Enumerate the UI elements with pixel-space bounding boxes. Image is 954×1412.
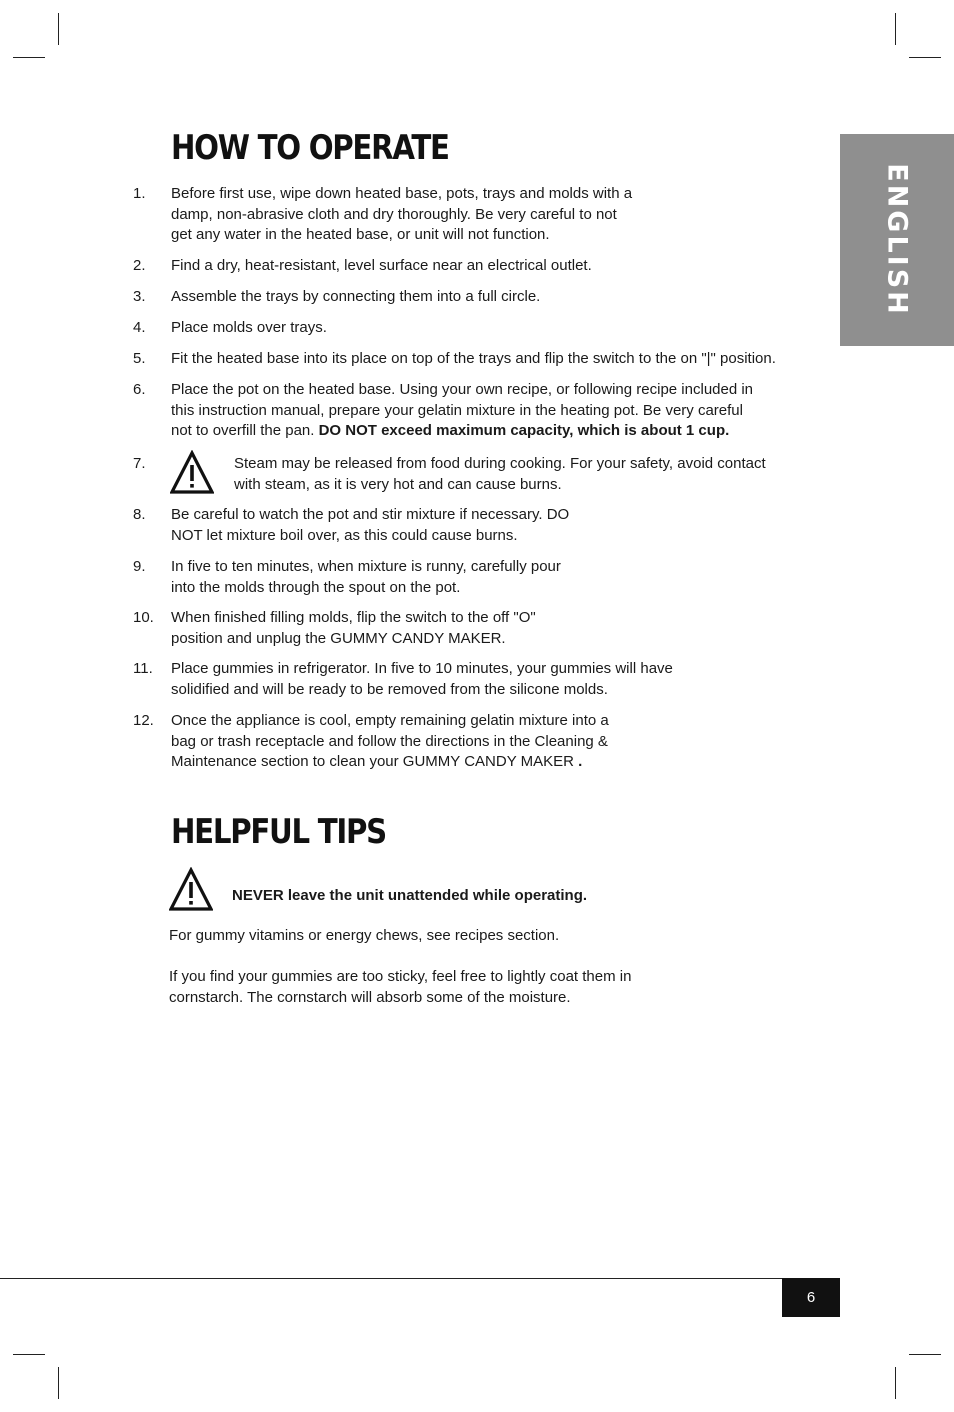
crop-mark	[13, 1354, 45, 1355]
step-line: this instruction manual, prepare your gelatin mixture in the heating pot. Be very careful	[171, 401, 743, 419]
step-number: 7.	[133, 455, 146, 472]
helpful-tips-heading: HELPFUL TIPS	[171, 812, 386, 852]
step-text: Maintenance section to clean your GUMMY CANDY MAKER	[171, 753, 579, 770]
step-line: damp, non-abrasive cloth and dry thoroughly. Be very careful to not	[171, 205, 617, 223]
step-number: 5.	[133, 350, 146, 367]
step-line: Place gummies in refrigerator. In five to 10 minutes, your gummies will have	[171, 660, 673, 677]
warning-triangle-icon	[170, 450, 214, 494]
step-line: Steam may be released from food during cooking. For your safety, avoid contact	[234, 455, 766, 472]
step-line: get any water in the heated base, or unit will not function.	[171, 226, 550, 243]
tip-line: If you find your gummies are too sticky, feel free to lightly coat them in	[169, 968, 632, 985]
step-number: 12.	[133, 712, 154, 729]
step-line: Be careful to watch the pot and stir mixture if necessary. DO	[171, 506, 570, 523]
step-line: When finished filling molds, flip the switch to the off "O"	[171, 609, 536, 626]
step-number: 1.	[133, 185, 146, 202]
step-line: NOT let mixture boil over, as this could cause burns.	[171, 526, 518, 544]
language-tab-label: ENGLISH	[881, 163, 913, 317]
crop-mark	[895, 13, 896, 45]
step-line	[171, 421, 753, 442]
capacity-warning-text: DO NOT exceed maximum capacity, which is about 1 cup.	[318, 422, 730, 439]
tip-vitamins: For gummy vitamins or energy chews, see recipes section.	[169, 927, 560, 944]
how-to-operate-heading: HOW TO OPERATE	[171, 128, 449, 168]
unattended-warning: NEVER leave the unit unattended while operating.	[232, 887, 588, 904]
language-tab	[840, 134, 954, 346]
step-number: 11.	[133, 660, 153, 677]
step-line: In five to ten minutes, when mixture is runny, carefully pour	[171, 558, 561, 575]
step-text: not to overfill the pan.	[171, 422, 319, 439]
step-number: 10.	[133, 609, 154, 626]
crop-mark	[13, 57, 45, 58]
step-number: 6.	[133, 381, 146, 398]
step-line: bag or trash receptacle and follow the directions in the Cleaning &	[171, 732, 608, 750]
step-line: Place molds over trays.	[171, 319, 327, 336]
step-line: Place the pot on the heated base. Using your own recipe, or following recipe included in	[171, 381, 754, 398]
crop-mark	[895, 1367, 896, 1399]
crop-mark	[58, 1367, 59, 1399]
step-line: solidified and will be ready to be removed from the silicone molds.	[171, 680, 608, 698]
footer-rule	[0, 1278, 840, 1279]
step-number: 2.	[133, 257, 146, 274]
tip-sticky	[169, 966, 631, 1008]
crop-mark	[909, 1354, 941, 1355]
page-number: 6	[782, 1278, 840, 1317]
step-line: Assemble the trays by connecting them into a full circle.	[171, 288, 541, 305]
step-line: with steam, as it is very hot and can cause burns.	[234, 475, 562, 493]
step-text-bold: .	[578, 753, 583, 770]
step-line: Fit the heated base into its place on top of the trays and flip the switch to the on "|" position.	[171, 350, 776, 367]
crop-mark	[58, 13, 59, 45]
warning-triangle-icon	[169, 867, 213, 911]
step-line: position and unplug the GUMMY CANDY MAKER.	[171, 629, 506, 647]
step-line: Once the appliance is cool, empty remaining gelatin mixture into a	[171, 712, 609, 729]
step-line: Before first use, wipe down heated base, pots, trays and molds with a	[171, 185, 633, 202]
step-number: 9.	[133, 558, 146, 575]
step-number: 8.	[133, 506, 146, 523]
step-number: 4.	[133, 319, 146, 336]
step-number: 3.	[133, 288, 146, 305]
step-line: into the molds through the spout on the pot.	[171, 578, 461, 596]
tip-line: cornstarch. The cornstarch will absorb some of the moisture.	[169, 989, 571, 1006]
step-line	[171, 752, 609, 773]
step-line: Find a dry, heat-resistant, level surface near an electrical outlet.	[171, 257, 592, 274]
crop-mark	[909, 57, 941, 58]
